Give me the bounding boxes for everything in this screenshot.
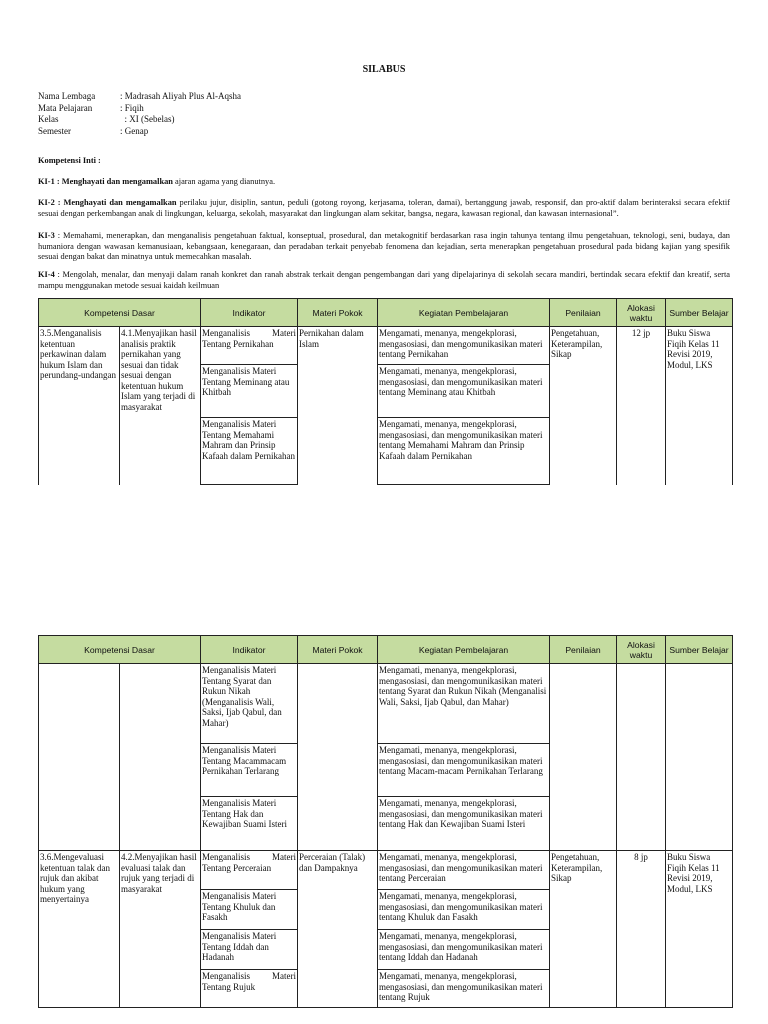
info-row-subject (38, 103, 241, 115)
ki-code: KI-3 (38, 231, 55, 240)
kd3-cell: 3.6.Mengevaluasi ketentuan talak dan rujuk dan akibat hukum yang menyertainya (39, 851, 120, 1008)
penilaian-cell: Pengetahuan, Keterampilan, Sikap (550, 327, 617, 485)
syllabus-table-1 (38, 298, 733, 485)
table-row (39, 664, 733, 744)
kegiatan-cell: Mengamati, menanya, mengekplorasi, mengasosiasi, dan mengomunikasikan materi tentang Pernikahan (378, 327, 550, 365)
kd4-cell: 4.2.Menyajikan hasil evaluasi talak dan rujuk yang terjadi di masyarakat (120, 851, 201, 1008)
indikator-cell: Menganalisis Materi Tentang Macammacam Pernikahan Terlarang (201, 744, 298, 797)
kegiatan-cell: Mengamati, menanya, mengekplorasi, mengasosiasi, dan mengomunikasikan materi tentang Khuluk dan Fasakh (378, 890, 550, 930)
info-row-semester (38, 126, 241, 138)
sumber-cell-empty (666, 664, 733, 851)
ki-text: perilaku jujur, disiplin, santun, peduli (gotong royong, kerjasama, toleran, damai), bertanggung jawab, responsif, dan pro-aktif dalam berinteraksi secara efektif sesuai dengan perkembangan anak di lingkungan, keluarga, sekolah, masyarakat dan lingkungan alam sekitar, bangsa, negara, kawasan regional, dan kawasan internasional”. (38, 198, 730, 218)
header-indikator: Indikator (201, 299, 298, 327)
info-value: : Genap (120, 125, 149, 136)
info-value: : Madrasah Aliyah Plus Al-Aqsha (120, 91, 241, 101)
header-alokasi: Alokasi waktu (617, 299, 666, 327)
kegiatan-cell: Mengamati, menanya, mengekplorasi, mengasosiasi, dan mengomunikasikan materi tentang Hak dan Kewajiban Suami Isteri (378, 797, 550, 851)
info-label: Kelas (38, 114, 59, 125)
kegiatan-cell: Mengamati, menanya, mengekplorasi, mengasosiasi, dan mengomunikasikan materi tentang Perceraian (378, 851, 550, 890)
indikator-cell: Menganalisis Materi Tentang Khuluk dan Fasakh (201, 890, 298, 930)
table-header-row (39, 636, 733, 664)
kegiatan-cell: Mengamati, menanya, mengekplorasi, mengasosiasi, dan mengomunikasikan materi tentang Iddah dan Hadanah (378, 930, 550, 970)
kd4-cell: 4.1.Menyajikan hasil analisis praktik pernikahan yang sesuai dan tidak sesuai dengan ketentuan hukum Islam yang terjadi di masyarakat (120, 327, 201, 485)
kegiatan-cell: Mengamati, menanya, mengekplorasi, mengasosiasi, dan mengomunikasikan materi tentang Memahami Mahram dan Prinsip Kafaah dalam Pernikahan (378, 418, 550, 485)
info-label: Semester (38, 125, 71, 136)
indikator-cell: Menganalisis Materi Tentang Perceraian (201, 851, 298, 890)
table-row (39, 327, 733, 365)
ki-2 (38, 198, 730, 219)
alokasi-cell: 8 jp (617, 851, 666, 1008)
ki-heading: Kompetensi Inti : (38, 156, 101, 165)
document-title: SILABUS (362, 64, 406, 75)
ki-emphasis: Menghayati dan mengamalkan (61, 177, 173, 186)
ki-4 (38, 270, 730, 291)
info-label: Mata Pelajaran (38, 102, 93, 113)
table-row (39, 851, 733, 890)
kd3-cell: 3.5.Menganalisis ketentuan perkawinan dalam hukum Islam dan perundang-undangan (39, 327, 120, 485)
alokasi-cell: 12 jp (617, 327, 666, 485)
ki-code: KI-2 : (38, 198, 64, 207)
indikator-cell: Menganalisis Materi Tentang Syarat dan Rukun Nikah (Menganalisis Wali, Saksi, Ijab Qabul, dan Mahar) (201, 664, 298, 744)
table-header-row (39, 299, 733, 327)
ki-code: KI-1 : (38, 177, 62, 186)
indikator-cell: Menganalisis Materi Tentang Rujuk (201, 970, 298, 1008)
materi-cell: Pernikahan dalam Islam (298, 327, 378, 485)
kegiatan-cell: Mengamati, menanya, mengekplorasi, mengasosiasi, dan mengomunikasikan materi tentang Rujuk (378, 970, 550, 1008)
indikator-cell: Menganalisis Materi Tentang Pernikahan (201, 327, 298, 365)
materi-cell: Perceraian (Talak) dan Dampaknya (298, 851, 378, 1008)
ki-3 (38, 231, 730, 263)
info-label: Nama Lembaga (38, 91, 96, 101)
header-materi-pokok: Materi Pokok (298, 636, 378, 664)
indikator-cell: Menganalisis Materi Tentang Memahami Mahram dan Prinsip Kafaah dalam Pernikahan (201, 418, 298, 485)
ki-code: KI-4 (38, 270, 55, 279)
kegiatan-cell: Mengamati, menanya, mengekplorasi, mengasosiasi, dan mengomunikasikan materi tentang Macam-macam Pernikahan Terlarang (378, 744, 550, 797)
header-kegiatan: Kegiatan Pembelajaran (378, 299, 550, 327)
header-materi-pokok: Materi Pokok (298, 299, 378, 327)
header-sumber: Sumber Belajar (666, 636, 733, 664)
kd4-cell-empty (120, 664, 201, 851)
materi-cell-empty (298, 664, 378, 851)
sumber-cell: Buku Siswa Fiqih Kelas 11 Revisi 2019, Modul, LKS (666, 327, 733, 485)
info-value: : Fiqih (120, 102, 144, 113)
indikator-cell: Menganalisis Materi Tentang Iddah dan Hadanah (201, 930, 298, 970)
ki-text: ajaran agama yang dianutnya. (172, 177, 276, 186)
school-info (38, 91, 241, 137)
header-alokasi: Alokasi waktu (617, 636, 666, 664)
ki-text: : Mengolah, menalar, dan menyaji dalam ranah konkret dan ranah abstrak terkait dengan pengembangan dari yang dipelajarinya di sekolah secara mandiri, bertindak secara efektif dan kreatif, serta mampu menggunakan metode sesuai kaidah keilmuan (38, 270, 730, 290)
indikator-cell: Menganalisis Materi Tentang Meminang atau Khitbah (201, 365, 298, 418)
header-penilaian: Penilaian (550, 636, 617, 664)
kegiatan-cell: Mengamati, menanya, mengekplorasi, mengasosiasi, dan mengomunikasikan materi tentang Syarat dan Rukun Nikah (Menganalisi Wali, Saksi, Ijab Qabul, dan Mahar) (378, 664, 550, 744)
penilaian-cell-empty (550, 664, 617, 851)
header-sumber: Sumber Belajar (666, 299, 733, 327)
header-kompetensi-dasar: Kompetensi Dasar (39, 636, 201, 664)
penilaian-cell: Pengetahuan, Keterampilan, Sikap (550, 851, 617, 1008)
alokasi-cell-empty (617, 664, 666, 851)
info-row-class (38, 114, 241, 126)
info-row-institution (38, 91, 241, 103)
header-indikator: Indikator (201, 636, 298, 664)
kd3-cell-empty (39, 664, 120, 851)
ki-1 (38, 177, 730, 188)
kegiatan-cell: Mengamati, menanya, mengekplorasi, mengasosiasi, dan mengomunikasikan materi tentang Meminang atau Khitbah (378, 365, 550, 418)
info-value: : XI (Sebelas) (120, 114, 175, 125)
ki-text: : Memahami, menerapkan, dan menganalisis pengetahuan faktual, konseptual, prosedural, dan metakognitif berdasarkan rasa ingin tahunya tentang ilmu pengetahuan, teknologi, seni, budaya, dan humaniora dengan wawasan kemanusiaan, kebangsaan, kenegaraan, dan peradaban terkait penyebab fenomena dan kejadian, serta menerapkan pengetahuan prosedural pada bidang kajian yang spesifik sesuai dengan bakat dan minatnya untuk memecahkan masalah. (38, 231, 730, 262)
syllabus-table-2 (38, 635, 733, 1008)
indikator-cell: Menganalisis Materi Tentang Hak dan Kewajiban Suami Isteri (201, 797, 298, 851)
sumber-cell: Buku Siswa Fiqih Kelas 11 Revisi 2019, Modul, LKS (666, 851, 733, 1008)
header-penilaian: Penilaian (550, 299, 617, 327)
header-kegiatan: Kegiatan Pembelajaran (378, 636, 550, 664)
ki-emphasis: Menghayati dan mengamalkan (63, 198, 177, 207)
header-kompetensi-dasar: Kompetensi Dasar (39, 299, 201, 327)
